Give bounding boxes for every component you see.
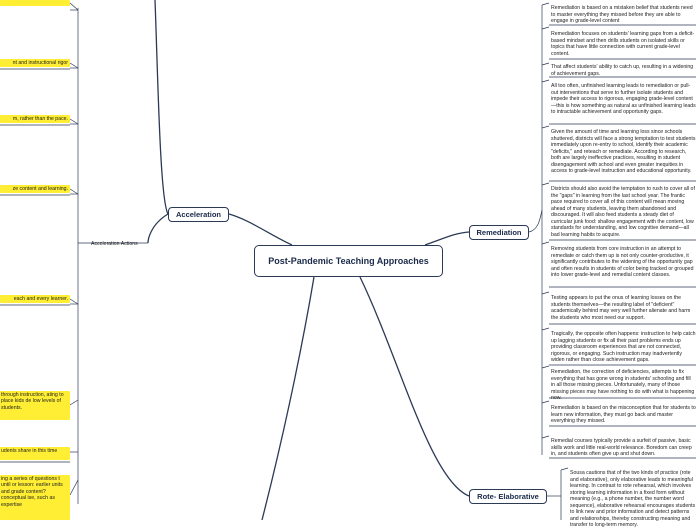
left-note[interactable]: ing a series of questions t until or lesson: earlier units and grade content? conceptual ise, such as expertise	[0, 475, 70, 520]
left-note[interactable]: m, rather than the pace.	[0, 115, 70, 123]
acceleration-actions-label[interactable]: Acceleration Actions	[91, 241, 138, 247]
remediation-note[interactable]: Remediation is based on the misconception that for students to learn new information, they must go back and master everything they missed.	[551, 405, 696, 424]
remediation-note[interactable]: Remediation focuses on students' learning gaps from a deficit-based mindset and then drills students on isolated skills or topics that have little connection with current grade-level content.	[551, 31, 695, 57]
connector-central-acceleration	[229, 214, 292, 245]
remediation-note[interactable]: Districts should also avoid the temptation to rush to cover all of the "gaps" in learning from the last school year. The frantic pace required to cover all of this content will mean moving ahead of many students, leaving them abandoned and discouraged. It will also feed students a steady diet of curricular junk food: shallow engagement with the content, low standards for understanding, and low cognitive demand—all bad learning habits to acquire.	[551, 186, 695, 238]
left-note[interactable]: each and every learner.	[0, 295, 70, 303]
remediation-note[interactable]: Given the amount of time and learning loss since schools shuttered, districts will face a strong temptation to test students immediately upon re-entry to school, identify their academic "deficits," and reteach or remediate. According to research, both are largely ineffective practices, resulting in student disengagement with school and even greater inequities in access to grade-level instruction and educational opportunity.	[551, 129, 696, 174]
connector-central-remediation	[425, 232, 469, 245]
connector-central-rote	[360, 277, 469, 496]
connector-central-down	[262, 277, 314, 520]
rote-note[interactable]: Sousa cautions that of the two kinds of practice (rote and elaborative), only elaborative leads to meaningful learning. In contrast to rote rehearsal, which involves storing learning information in a fixed form without meaning (e.g., a phone number, the number word sequence), elaborative rehearsal encourages students to link new and prior information and detect patterns and relationships, thereby constructing meaning and transfer to long-term memory.	[570, 470, 696, 528]
left-note[interactable]: nt and instructional rigor	[0, 59, 70, 67]
branch-acceleration[interactable]	[168, 207, 229, 222]
central-topic-label: Post-Pandemic Teaching Approaches	[268, 255, 429, 266]
branch-remediation[interactable]	[469, 225, 529, 240]
left-note[interactable]: through instruction, ating to place kids de low levels of students.	[0, 391, 70, 420]
remediation-note[interactable]: Removing students from core instruction in an attempt to remediate or catch them up is not only counter-productive, it significantly contributes to the widening of the opportunity gap and often results in students of color being tracked or grouped into lower grade-level and remedial content classes.	[551, 246, 694, 278]
remediation-note[interactable]: Remedial courses typically provide a surfeit of passive, basic skills work and little real-world relevance. Boredom can creep in, and students often give up and shut down.	[551, 438, 692, 457]
left-note[interactable]: udents share in this time	[0, 447, 70, 460]
branch-remediation-label: Remediation	[476, 228, 522, 237]
remediation-note[interactable]: Remediation is based on a mistaken belief that students need to master everything they missed before they are able to engage in grade-level content	[551, 5, 693, 24]
left-note[interactable]: ze content and learning.	[0, 185, 70, 193]
left-note[interactable]	[0, 0, 70, 6]
branch-rote-label: Rote- Elaborative	[477, 492, 539, 501]
remediation-note[interactable]: Tragically, the opposite often happens: instruction to help catch up lagging students or fix all their past problems ends up providing classroom experiences that are not connected, rigorous, or engaging. Such instruction may inadvertently widen rather than close achievement gaps.	[551, 331, 696, 363]
connector-accel-up	[155, 0, 168, 214]
central-topic[interactable]	[254, 245, 443, 277]
branch-rote-elaborative[interactable]	[469, 489, 547, 504]
remediation-note[interactable]: All too often, unfinished learning leads to remediation or pull-out interventions that serve to further isolate students and impede their access to rigorous, engaging grade-level content—this is how something as natural as unfinished learning leads to intractable achievement and opportunity gaps.	[551, 83, 696, 115]
remediation-note[interactable]: That affect students' ability to catch up, resulting in a widening of achievement gaps.	[551, 64, 694, 77]
remediation-note[interactable]: Remediation, the correction of deficiencies, attempts to fix everything that has gone wrong in students' schooling and fill in all those missing pieces. Unfortunately, many of those missing pieces may have nothing to do with what is happening now.	[551, 369, 695, 401]
remediation-note[interactable]: Testing appears to put the onus of learning losses on the students themselves—the resulting label of "deficient" academically behind may very well further alienate and harm the students who most need our support.	[551, 295, 691, 321]
branch-acceleration-label: Acceleration	[175, 210, 222, 219]
connector-accel-actions	[148, 214, 168, 243]
